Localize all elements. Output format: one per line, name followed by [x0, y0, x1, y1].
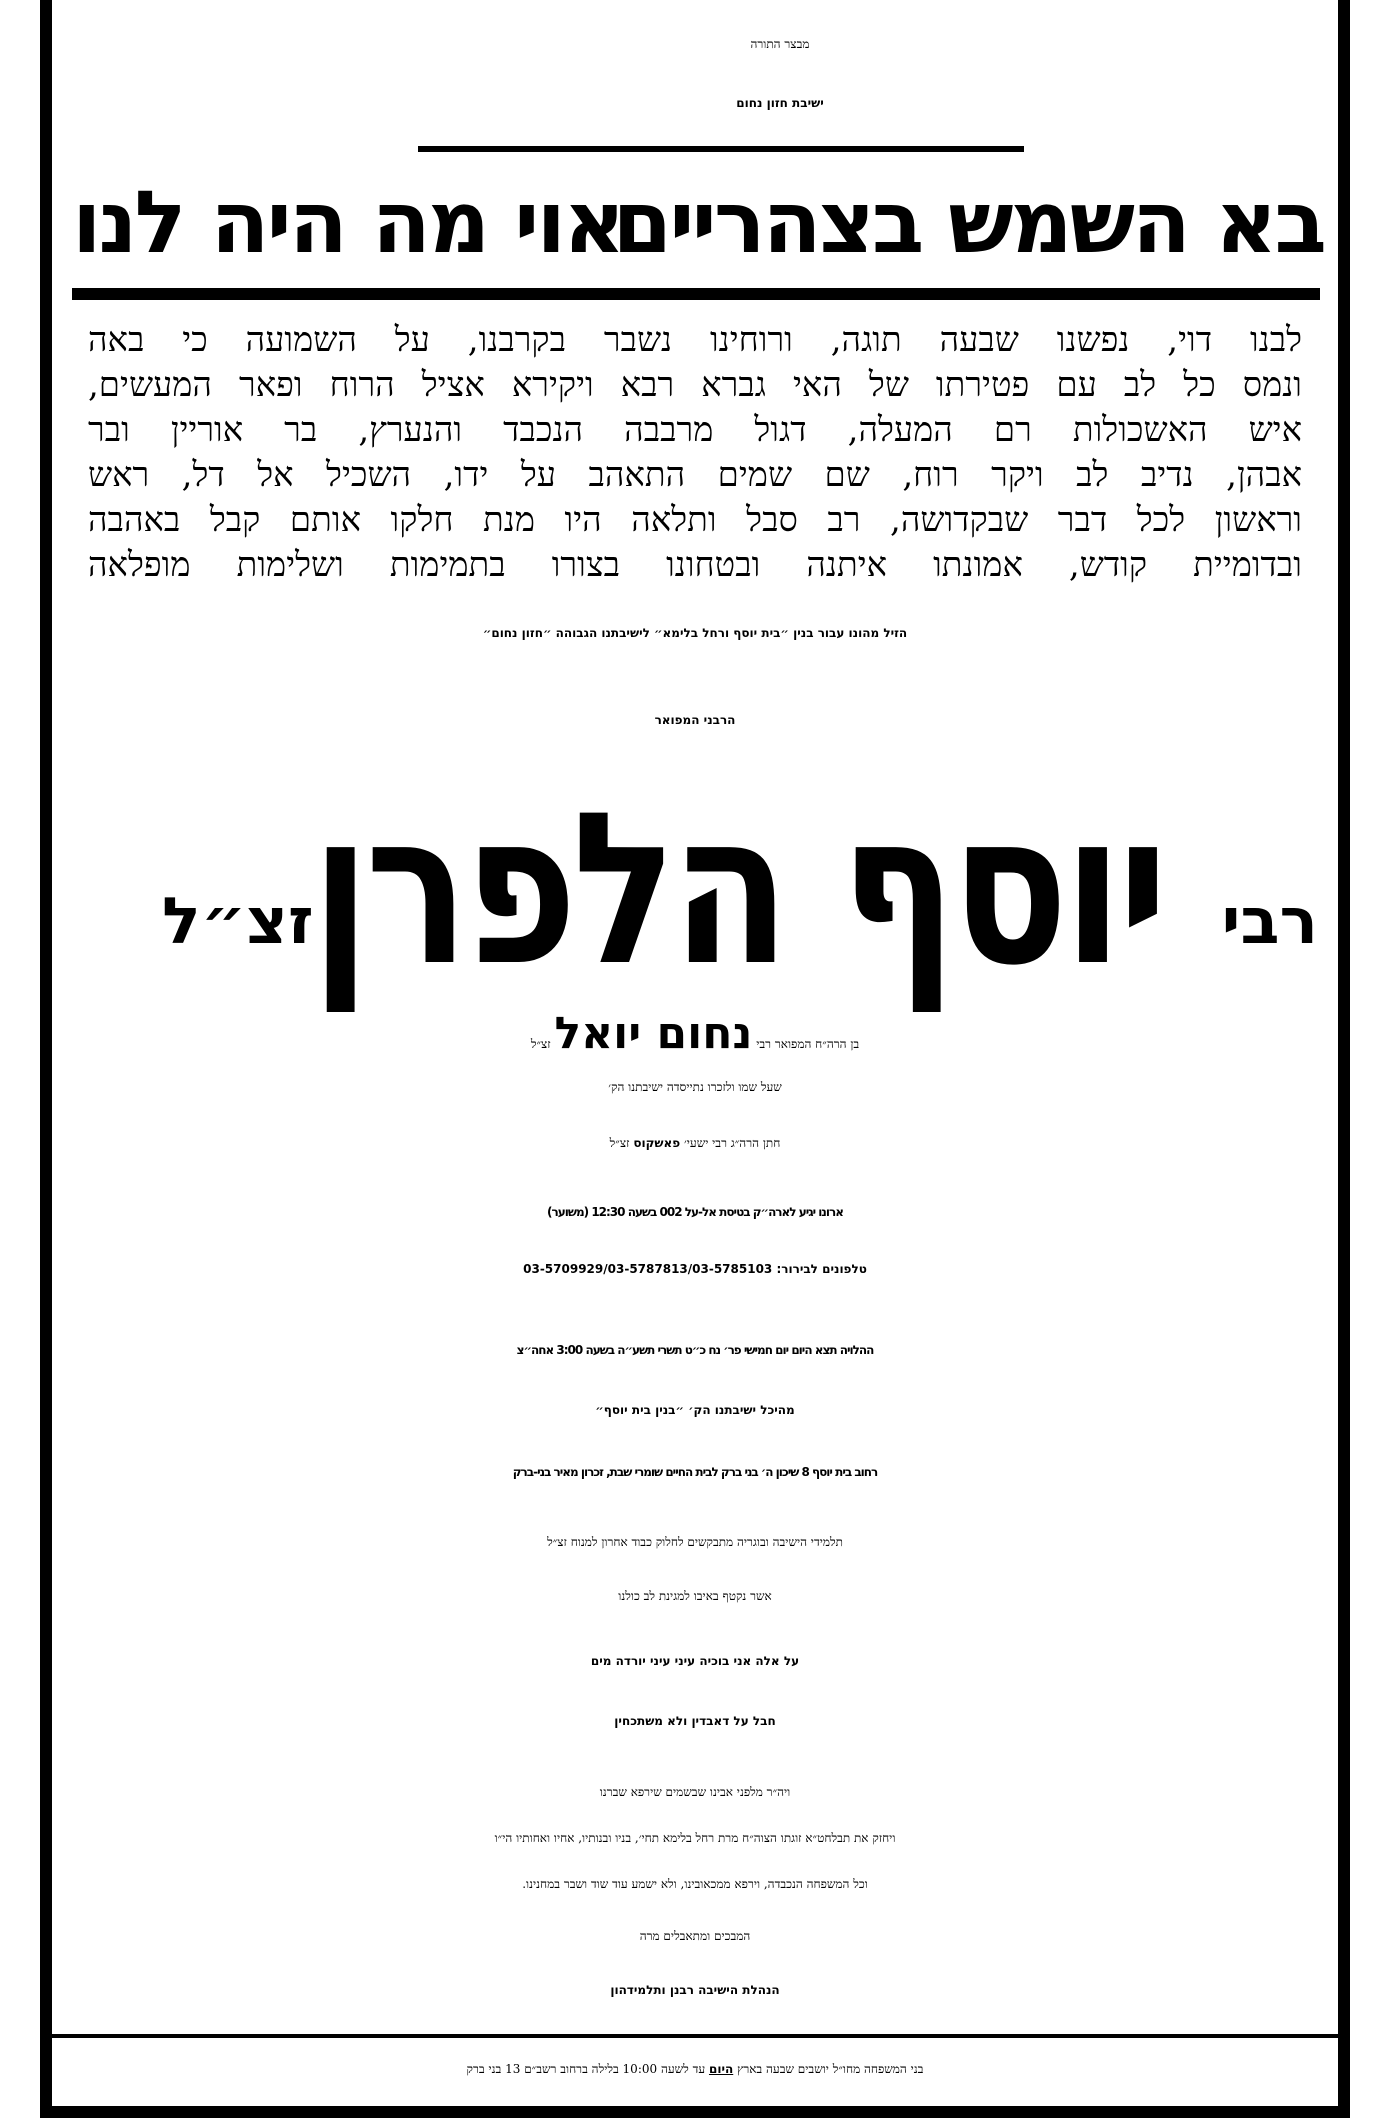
son-of-text: בן הרה״ח המפואר רבי — [756, 1037, 860, 1051]
father-suffix: זצ״ל — [530, 1037, 551, 1051]
funeral-time: ההלויה תצא היום יום חמישי פר׳ נח כ״ט תשרי תשע״ה בשעה 3:00 אחה״צ — [516, 1343, 874, 1357]
donation-line: הזיל מהונו עבור בנין ״בית יוסף ורחל בלימא״ לישיבתנו הגבוהה ״חזון נחום״ — [482, 626, 908, 640]
shiva-text-after: עד לשעה 10:00 בלילה ברחוב רשב״ם 13 בני ברק — [466, 2062, 706, 2076]
funeral-origin: מהיכל ישיבתנו הק׳ ״בנין בית יוסף״ — [595, 1403, 795, 1417]
father-in-law-name: פאשקוס — [633, 1136, 681, 1150]
intro-line: לבנו דוי, נפשנו שבעה תוגה, ורוחינו נשבר בקרבנו, על השמועה כי באה — [88, 320, 1302, 360]
funeral-route: רחוב בית יוסף 8 שיכון ה׳ בני ברק לבית החיים שומרי שבת, זכרון מאיר בני-ברק — [512, 1465, 878, 1479]
header-underline — [418, 146, 1024, 152]
lament-line: על אלה אני בוכיה עיני עיני יורדה מים — [590, 1654, 800, 1668]
administration-signature: הנהלת הישיבה רבנן ותלמידהון — [610, 1983, 780, 1997]
arrival-notice: ארונו יגיע לארה״ק בטיסת אל-על 002 בשעה 12:30 (משוער) — [547, 1205, 843, 1219]
father-name: נחום יואל — [554, 1008, 753, 1059]
lineage-founded: שעל שמו ולזכרו נתייסדה ישיבתנו הק׳ — [608, 1080, 782, 1094]
lineage-father — [52, 1008, 1338, 1070]
father-in-law-suffix: זצ״ל — [609, 1136, 630, 1150]
students-request: תלמידי הישיבה ובוגריה מתבקשים לחלוק כבוד אחרון למנוח זצ״ל — [547, 1535, 843, 1549]
phone-numbers: טלפונים לבירור: 03-5709929/03-5787813/03-5785103 — [523, 1262, 867, 1276]
mourners-line: המבכים ומתאבלים מרה — [639, 1929, 751, 1943]
header-from: מבצר התורה — [750, 37, 810, 51]
students-request-cont: אשר נקטף באיבו למגינת לב כולנו — [618, 1589, 772, 1603]
death-notice — [52, 0, 1338, 2106]
yeshiva-name: ישיבת חזון נחום — [736, 96, 824, 110]
footer-rule — [52, 2034, 1338, 2038]
shiva-text-before: בני המשפחה מחו״ל יושבים שבעה בארץ — [737, 2062, 924, 2076]
headline-rule — [72, 288, 1320, 300]
intro-line: ונמס כל לב עם פטירתו של האי גברא רבא ויקירא אציל הרוח ופאר המעשים, — [88, 365, 1302, 405]
shiva-notice — [52, 2044, 1338, 2094]
consolation-line: וכל המשפחה הנכבדה, וירפא ממכאובינו, ולא ישמע עוד שוד ושבר במחנינו. — [522, 1877, 868, 1891]
intro-line: ובדומיית קודש, אמונתו איתנה ובטחונו בצורו בתמימות ושלימות מופלאה — [88, 545, 1302, 585]
headline-left: אוי מה היה לנו — [72, 173, 623, 273]
honorific-title: הרבני המפואר — [654, 713, 736, 727]
lineage-father-in-law — [52, 1118, 1338, 1168]
intro-line: וראשון לכל דבר שבקדושה, רב סבל ותלאה היו מנת חלקו אותם קבל באהבה — [88, 500, 1302, 540]
name-prefix: רבי — [1221, 885, 1318, 959]
deceased-name-row — [52, 767, 1338, 1012]
consolation-line: ויחזק את תבלחט״א זוגתו הצוה״ח מרת רחל בלימא תחי׳, בניו ובנותיו, אחיו ואחותיו הי״ו — [494, 1831, 896, 1845]
intro-paragraph — [88, 318, 1302, 588]
deceased-name: יוסף הלפרן — [310, 767, 1163, 1012]
headline-right: בא השמש בצהריים — [612, 173, 1324, 273]
shiva-today: היום — [708, 2062, 734, 2076]
son-in-law-text: חתן הרה״ג רבי ישעי׳ — [683, 1136, 781, 1150]
lament-line: חבל על דאבדין ולא משתכחין — [614, 1714, 776, 1728]
name-suffix: זצ״ל — [162, 885, 314, 959]
intro-line: איש האשכולות רם המעלה, דגול מרבבה הנכבד והנערץ, בר אוריין ובר — [88, 410, 1302, 450]
intro-line: אבהן, נדיב לב ויקר רוח, שם שמים התאהב על ידו, השכיל אל דל, ראש — [88, 455, 1302, 495]
consolation-line: ויה״ר מלפני אבינו שבשמים שירפא שברנו — [599, 1785, 791, 1799]
